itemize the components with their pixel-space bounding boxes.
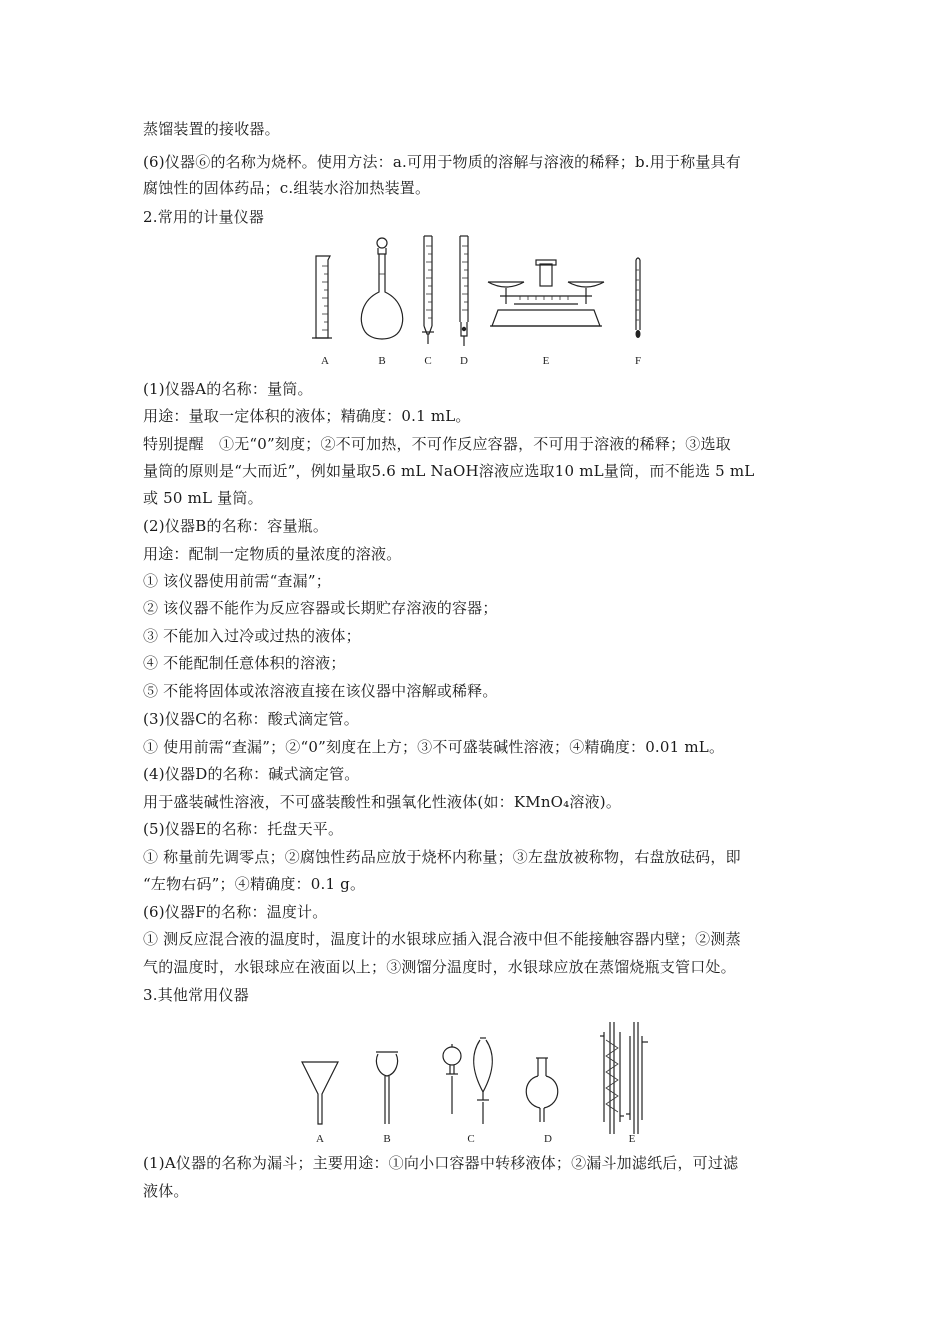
text-line-20: 用于盛装碱性溶液，不可盛装酸性和强氧化性液体(如：KMnO₄溶液)。 <box>143 793 622 811</box>
text-line-3: 腐蚀性的固体药品；c.组装水浴加热装置。 <box>143 179 431 197</box>
section-heading-other: 3.其他常用仪器 <box>143 986 249 1004</box>
condenser-icon <box>600 1022 648 1134</box>
text-line-24: (6)仪器F的名称：温度计。 <box>143 903 328 921</box>
text-line-1: 蒸馏装置的接收器。 <box>143 120 280 138</box>
fig1-label-b: B <box>378 355 386 367</box>
text-line-18: ① 使用前需“查漏”；②“0”刻度在上方；③不可盛装碱性溶液；④精确度：0.01 mL。 <box>143 738 725 756</box>
text-line-13: ② 该仪器不能作为反应容器或长期贮存溶液的容器； <box>143 599 498 617</box>
text-line-23: “左物右码”；④精确度：0.1 g。 <box>143 875 366 893</box>
thermometer-icon <box>636 258 641 338</box>
distillation-flask-icon <box>526 1058 558 1122</box>
fig2-label-e: E <box>628 1133 636 1145</box>
text-line-15: ④ 不能配制任意体积的溶液； <box>143 654 346 672</box>
text-line-28: (1)A仪器的名称为漏斗；主要用途：①向小口容器中转移液体；②漏斗加滤纸后，可过滤 <box>143 1154 739 1172</box>
fig1-label-f: F <box>634 355 642 367</box>
base-burette-icon <box>460 236 468 346</box>
fig2-label-c: C <box>467 1133 475 1145</box>
funnel-icon <box>302 1062 338 1124</box>
fig2-label-d: D <box>544 1133 552 1145</box>
acid-burette-icon <box>422 236 434 344</box>
text-line-22: ① 称量前先调零点；②腐蚀性药品应放于烧杯内称量；③左盘放被称物，右盘放砝码，即 <box>143 848 741 866</box>
text-line-14: ③ 不能加入过冷或过热的液体； <box>143 627 361 645</box>
text-line-5: (1)仪器A的名称：量筒。 <box>143 380 313 398</box>
text-line-10: (2)仪器B的名称：容量瓶。 <box>143 517 329 535</box>
volumetric-flask-icon <box>361 238 402 339</box>
separatory-funnel-icon <box>443 1038 492 1124</box>
section-heading-measuring: 2.常用的计量仪器 <box>143 208 265 226</box>
fig1-label-d: D <box>460 355 468 367</box>
fig1-label-a: A <box>321 355 329 367</box>
text-line-11: 用途：配制一定物质的量浓度的溶液。 <box>143 545 402 563</box>
text-line-7: 特别提醒 ①无“0”刻度；②不可加热，不可作反应容器，不可用于溶液的稀释；③选取 <box>143 435 731 453</box>
text-line-2: (6)仪器⑥的名称为烧杯。使用方法：a.可用于物质的溶解与溶液的稀释；b.用于称量具有 <box>143 153 741 171</box>
bulb-funnel-icon <box>376 1052 398 1124</box>
fig1-label-c: C <box>424 355 432 367</box>
fig2-label-b: B <box>383 1133 391 1145</box>
other-instruments-figure <box>296 1016 656 1148</box>
platform-balance-icon <box>488 260 604 326</box>
text-line-26: 气的温度时，水银球应在液面以上；③测馏分温度时，水银球应放在蒸馏烧瓶支管口处。 <box>143 958 736 976</box>
text-line-6: 用途：量取一定体积的液体；精确度：0.1 mL。 <box>143 407 471 425</box>
fig1-label-e: E <box>542 355 550 367</box>
text-line-29: 液体。 <box>143 1182 189 1200</box>
text-line-8: 量筒的原则是“大而近”，例如量取5.6 mL NaOH溶液应选取10 mL量筒，而不能选 5 mL <box>143 462 755 480</box>
text-line-9: 或 50 mL 量筒。 <box>143 489 263 507</box>
text-line-19: (4)仪器D的名称：碱式滴定管。 <box>143 765 360 783</box>
text-line-16: ⑤ 不能将固体或浓溶液直接在该仪器中溶解或稀释。 <box>143 682 498 700</box>
fig2-label-a: A <box>316 1133 324 1145</box>
measuring-instruments-figure <box>300 234 670 374</box>
text-line-25: ① 测反应混合液的温度时，温度计的水银球应插入混合液中但不能接触容器内壁；②测蒸 <box>143 930 741 948</box>
text-line-21: (5)仪器E的名称：托盘天平。 <box>143 820 344 838</box>
text-line-17: (3)仪器C的名称：酸式滴定管。 <box>143 710 359 728</box>
text-line-12: ① 该仪器使用前需“查漏”； <box>143 572 331 590</box>
graduated-cylinder-icon <box>312 256 332 338</box>
